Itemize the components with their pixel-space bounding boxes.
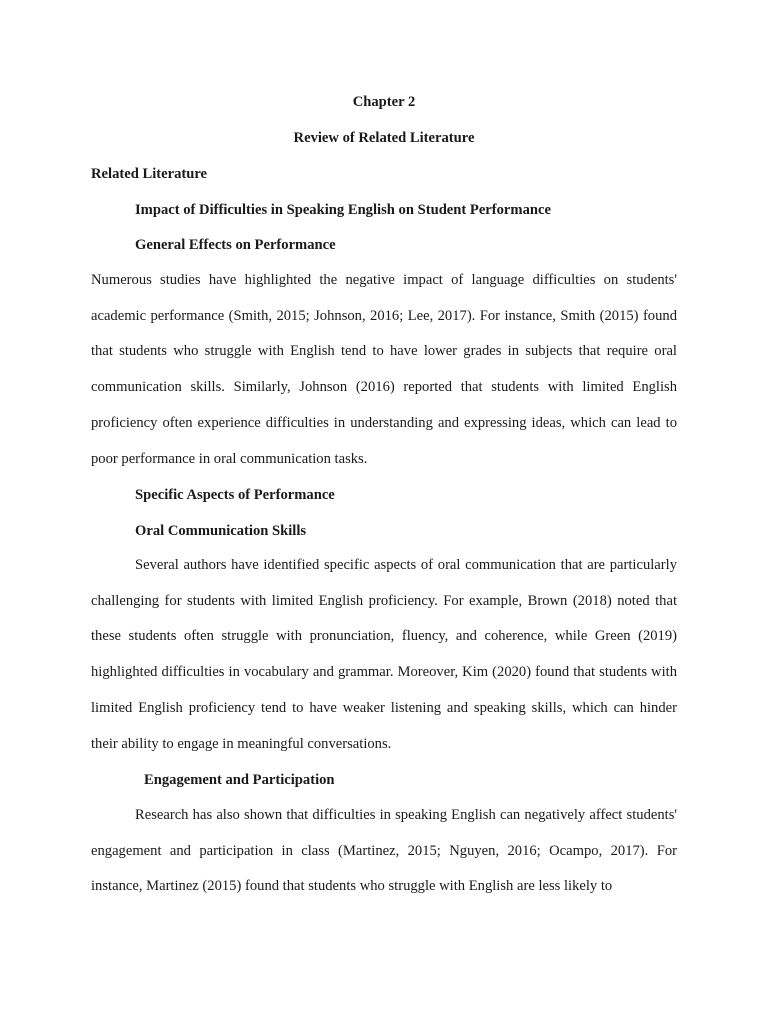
heading-engagement: Engagement and Participation [144, 772, 335, 788]
heading-specific-aspects: Specific Aspects of Performance [135, 487, 335, 503]
subsection-heading: Impact of Difficulties in Speaking English on Student Performance [135, 202, 551, 218]
paragraph-general-effects: Numerous studies have highlighted the negative impact of language difficulties on students' academic performance (Smith, 2015; Johnson, 2016; Lee, 2017). For instance, Smith (2015) found that students who struggle with English tend to have lower grades in subjects that require oral communication skills. Similarly, Johnson (2016) reported that students with limited English proficiency often experience difficulties in understanding and expressing ideas, which can lead to poor performance in oral communication tasks. [91, 272, 677, 467]
chapter-title: Review of Related Literature [293, 130, 475, 146]
paragraph-engagement: Research has also shown that difficulties in speaking English can negatively affect students' engagement and participation in class (Martinez, 2015; Nguyen, 2016; Ocampo, 2017). For instance, Martinez (2015) found that students who struggle with English are less likely to [91, 807, 677, 895]
heading-general-effects: General Effects on Performance [135, 237, 336, 253]
section-heading: Related Literature [91, 166, 208, 182]
heading-oral-communication: Oral Communication Skills [135, 523, 307, 539]
paragraph-oral-communication: Several authors have identified specific aspects of oral communication that are particularly challenging for students with limited English proficiency. For example, Brown (2018) noted that these students often struggle with pronunciation, fluency, and coherence, while Green (2019) highlighted difficulties in vocabulary and grammar. Moreover, Kim (2020) found that students with limited English proficiency tend to have weaker listening and speaking skills, which can hinder their ability to engage in meaningful conversations. [91, 557, 677, 752]
chapter-label: Chapter 2 [352, 94, 416, 110]
